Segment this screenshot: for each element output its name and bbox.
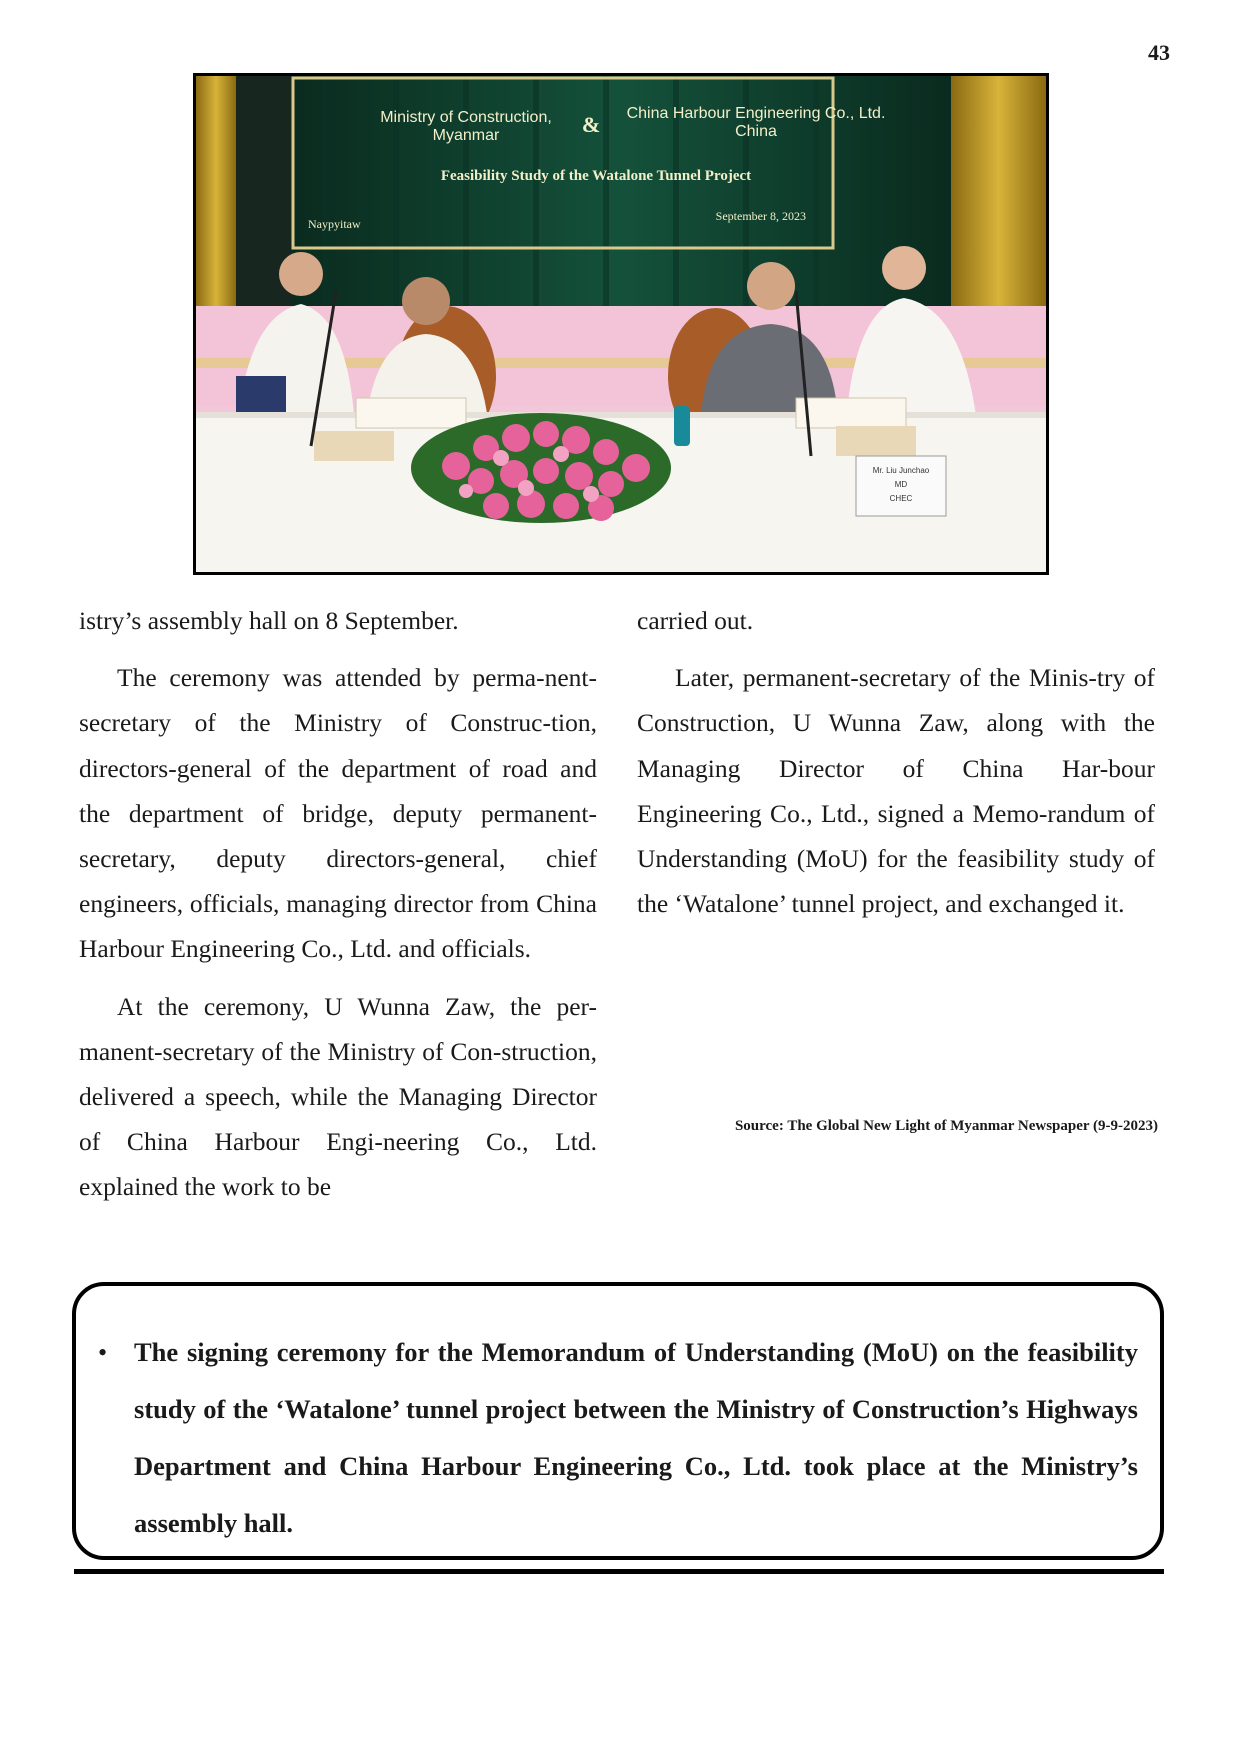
banner-left-line1: Ministry of Construction,: [380, 109, 552, 126]
nameplate-name: Mr. Liu Junchao: [872, 466, 930, 475]
banner-place: Naypyitaw: [308, 217, 361, 231]
banner-right-line1: China Harbour Engineering Co., Ltd.: [626, 105, 886, 122]
left-paragraph-1: istry’s assembly hall on 8 September.: [79, 606, 459, 635]
banner-right-line2: China: [735, 123, 777, 140]
page-number: 43: [1148, 40, 1170, 65]
right-paragraph-1: carried out.: [637, 606, 754, 635]
left-paragraph-3: At the ceremony, U Wunna Zaw, the per-manent-secretary of the Ministry of Con-struction, delivered a speech, while the Managing Director of China Harbour Engi-neering Co., Ltd. explained the work to be: [79, 991, 597, 1202]
bottom-rule: [74, 1569, 1164, 1574]
summary-box: [72, 1282, 1164, 1560]
summary-text: The signing ceremony for the Memorandum of Understanding (MoU) on the feasibility study of the ‘Watalone’ tunnel project between the Ministry of Construction’s Highways Department and China Harbour Engineering Co., Ltd. took place at the Ministry’s assembly hall.: [134, 1337, 1138, 1538]
banner-title: Feasibility Study of the Watalone Tunnel Project: [440, 168, 752, 184]
left-paragraph-2: The ceremony was attended by perma-nent-secretary of the Ministry of Construc-tion, directors-general of the department of road and the department of bridge, deputy permanent-secretary, deputy directors-general, chief engineers, officials, managing director from China Harbour Engineering Co., Ltd. and officials.: [79, 663, 597, 964]
ceremony-photo: [193, 73, 1049, 575]
banner-ampersand: &: [581, 112, 601, 137]
nameplate-role: MD: [894, 480, 908, 489]
article-left-column: [79, 598, 597, 1210]
bullet-icon: •: [98, 1338, 108, 1367]
source-citation: Source: The Global New Light of Myanmar Newspaper (9-9-2023): [734, 1118, 1158, 1134]
banner-left-line2: Myanmar: [432, 127, 500, 144]
nameplate-org: CHEC: [889, 494, 913, 503]
right-paragraph-2: Later, permanent-secretary of the Minis-try of Construction, U Wunna Zaw, along with the Managing Director of China Har-bour Engineering Co., Ltd., signed a Memo-randum of Understanding (MoU) for the feasibility study of the ‘Watalone’ tunnel project, and exchanged it.: [637, 663, 1155, 919]
article-right-column: [637, 598, 1155, 926]
banner-date: September 8, 2023: [715, 209, 806, 223]
